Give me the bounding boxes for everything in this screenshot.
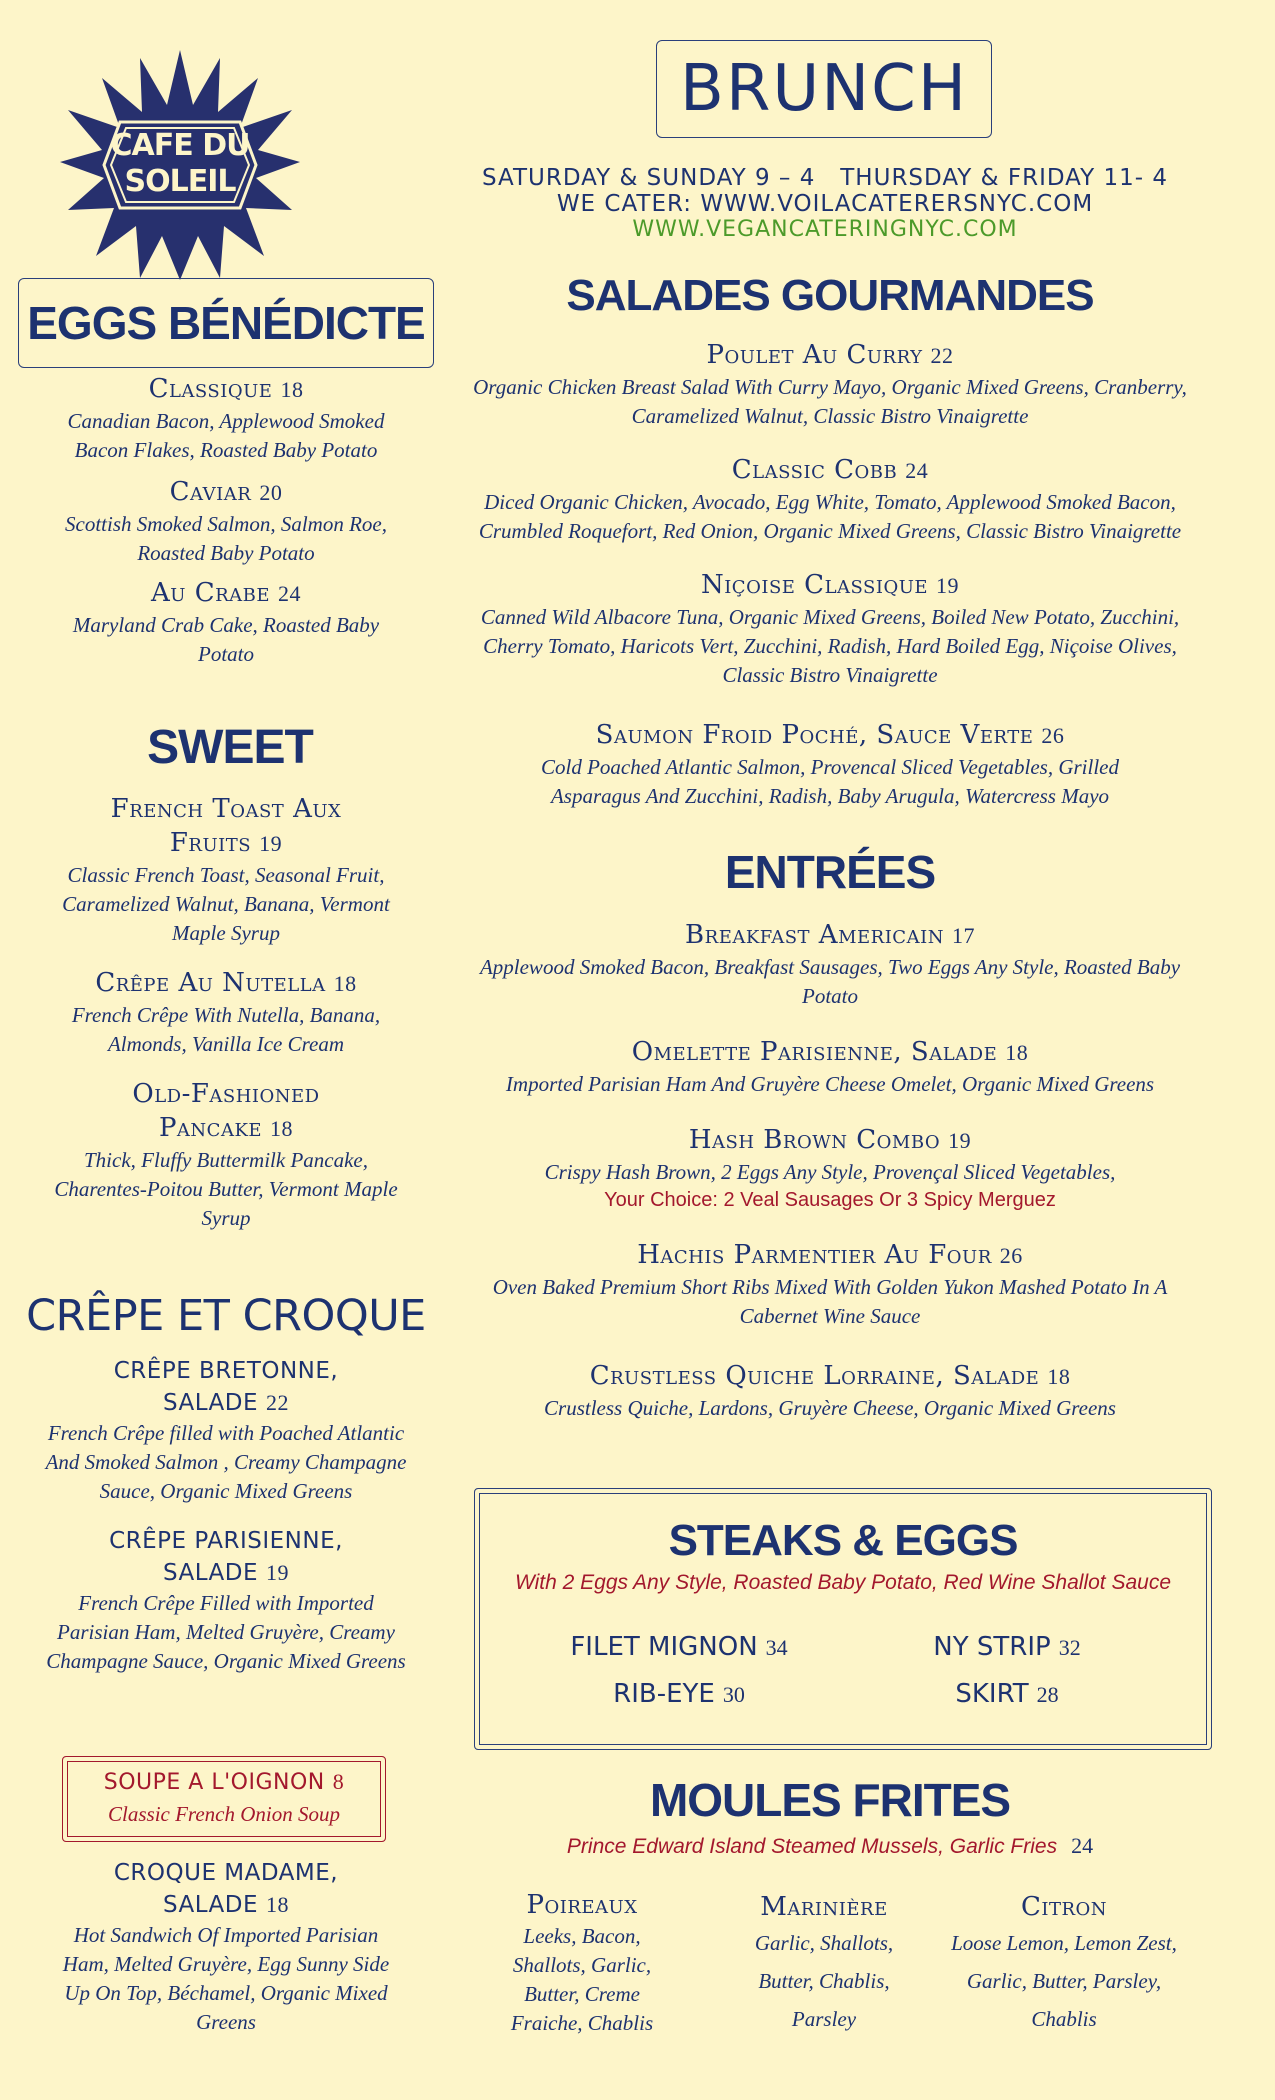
item-name: Marinière	[760, 1892, 888, 1922]
crepe-list	[30, 1356, 422, 1676]
steak-item	[515, 1678, 843, 1711]
item-desc: Scottish Smoked Salmon, Salmon Roe, Roasted Baby Potato	[65, 512, 387, 565]
item-price: 18	[280, 377, 304, 402]
item-name: CROQUE MADAME, SALADE	[113, 1860, 339, 1918]
steaks-title: STEAKS & EGGS	[668, 1516, 1018, 1565]
item-name: SKIRT	[955, 1679, 1029, 1709]
logo-line1: CAFE DU	[110, 128, 250, 163]
item-desc: Cold Poached Atlantic Salmon, Provencal Sliced Vegetables, Grilled Asparagus And Zucchini, Radish, Baby Arugula, Watercress Mayo	[541, 755, 1119, 808]
list-item	[440, 453, 1220, 546]
item-desc: Oven Baked Premium Short Ribs Mixed With Golden Yukon Mashed Potato In A Cabernet Wine Sauce	[492, 1275, 1168, 1328]
list-item	[30, 372, 422, 465]
item-desc: Canadian Bacon, Applewood Smoked Bacon Flakes, Roasted Baby Potato	[67, 409, 385, 462]
item-name: FILET MIGNON	[570, 1632, 758, 1662]
sweet-title: SWEET	[147, 721, 313, 774]
item-price: 19	[936, 573, 960, 598]
item-price: 19	[948, 1128, 972, 1153]
moules-option-poireaux	[492, 1888, 672, 2038]
item-price: 28	[1036, 1682, 1059, 1707]
item-name: Poulet Au Curry	[706, 340, 923, 370]
item-desc: Thick, Fluffy Buttermilk Pancake, Charentes-Poitou Butter, Vermont Maple Syrup	[54, 1148, 398, 1230]
item-price: 26	[1041, 723, 1065, 748]
item-name: CRÊPE PARISIENNE, SALADE	[109, 1528, 343, 1586]
item-name: Poireaux	[526, 1890, 638, 1920]
salades-list	[440, 338, 1220, 811]
item-price: 19	[259, 831, 283, 856]
item-name: Hash Brown Combo	[688, 1125, 941, 1155]
list-item	[30, 1526, 422, 1676]
item-price: 24	[905, 458, 929, 483]
item-desc: Diced Organic Chicken, Avocado, Egg White, Tomato, Applewood Smoked Bacon, Crumbled Roquefort, Red Onion, Organic Mixed Greens, Classic Bistro Vinaigrette	[478, 490, 1182, 543]
item-price: 18	[266, 1892, 290, 1917]
item-name: NY STRIP	[933, 1632, 1051, 1662]
moules-price: 24	[1071, 1833, 1094, 1858]
item-price: 26	[999, 1243, 1023, 1268]
steak-item	[843, 1631, 1171, 1664]
soupe-box	[62, 1756, 386, 1842]
item-name: Breakfast Americain	[685, 920, 944, 950]
item-desc: Organic Chicken Breast Salad With Curry Mayo, Organic Mixed Greens, Cranberry, Caramelized Walnut, Classic Bistro Vinaigrette	[473, 375, 1187, 428]
moules-subtitle-row	[440, 1832, 1220, 1862]
steak-item	[843, 1678, 1171, 1711]
page-title: BRUNCH	[680, 52, 968, 126]
item-price: 32	[1058, 1635, 1081, 1660]
sweet-list	[30, 792, 422, 1233]
item-name: Citron	[1020, 1892, 1108, 1922]
logo-line2: SOLEIL	[124, 164, 236, 199]
entrees-list	[440, 918, 1220, 1423]
item-price: 22	[930, 343, 954, 368]
item-name: Niçoise Classique	[700, 570, 929, 600]
entrees-title: ENTRÉES	[724, 846, 936, 898]
vegan-link[interactable]: WWW.VEGANCATERINGNYC.COM	[632, 217, 1018, 242]
item-desc: Classic French Toast, Seasonal Fruit, Caramelized Walnut, Banana, Vermont Maple Syrup	[62, 863, 390, 945]
item-desc: Maryland Crab Cake, Roasted Baby Potato	[72, 613, 380, 666]
item-name: Crustless Quiche Lorraine, Salade	[589, 1361, 1040, 1391]
moules-subtitle: Prince Edward Island Steamed Mussels, Garlic Fries	[566, 1835, 1058, 1858]
item-desc: Leeks, Bacon, Shallots, Garlic, Butter, Creme Fraiche, Chablis	[510, 1924, 654, 2035]
item-name: Classique	[148, 374, 273, 404]
list-item	[440, 918, 1220, 1011]
item-price: 24	[278, 581, 302, 606]
item-price: 34	[765, 1635, 788, 1660]
hours-text: SATURDAY & SUNDAY 9 – 4 THURSDAY & FRIDAY 11- 4	[481, 165, 1168, 191]
soupe-price: 8	[332, 1769, 345, 1794]
moules-title: MOULES FRITES	[649, 1774, 1011, 1826]
list-item	[30, 475, 422, 568]
item-price: 22	[266, 1390, 290, 1415]
list-item	[440, 718, 1220, 811]
item-desc: Garlic, Shallots, Butter, Chablis, Parsley	[754, 1931, 894, 2031]
item-price: 17	[951, 923, 975, 948]
croque-item	[30, 1858, 422, 2037]
eggs-benedicte-box	[18, 278, 434, 368]
item-name: Classic Cobb	[731, 455, 898, 485]
list-item	[30, 792, 422, 948]
item-name: Crêpe Au Nutella	[95, 968, 326, 998]
item-name: French Toast Aux Fruits	[110, 794, 342, 858]
list-item	[440, 1359, 1220, 1423]
item-price: 30	[722, 1682, 745, 1707]
list-item	[440, 1123, 1220, 1214]
item-name: RIB-EYE	[613, 1679, 715, 1709]
moules-option-citron	[946, 1890, 1182, 2038]
list-item	[30, 1077, 422, 1233]
benedicte-list	[30, 372, 422, 669]
list-item	[440, 1035, 1220, 1099]
item-note: Your Choice: 2 Veal Sausages Or 3 Spicy Merguez	[604, 1189, 1056, 1211]
list-item	[440, 568, 1220, 690]
item-desc: Crispy Hash Brown, 2 Eggs Any Style, Provençal Sliced Vegetables,	[544, 1160, 1116, 1184]
moules-option-mariniere	[724, 1890, 924, 2038]
item-desc: Hot Sandwich Of Imported Parisian Ham, Melted Gruyère, Egg Sunny Side Up On Top, Béchamel, Organic Mixed Greens	[62, 1923, 390, 2034]
catering-text: WE CATER: WWW.VOILACATERERSNYC.COM	[556, 191, 1094, 217]
item-price: 19	[266, 1560, 290, 1585]
item-desc: Canned Wild Albacore Tuna, Organic Mixed Greens, Boiled New Potato, Zucchini, Cherry Tomato, Haricots Vert, Zucchini, Radish, Hard Boiled Egg, Niçoise Olives, Classic Bistro Vinaigrette	[480, 605, 1180, 687]
item-desc: French Crêpe With Nutella, Banana, Almonds, Vanilla Ice Cream	[71, 1003, 381, 1056]
item-desc: French Crêpe Filled with Imported Parisian Ham, Melted Gruyère, Creamy Champagne Sauce, Organic Mixed Greens	[46, 1591, 406, 1673]
item-price: 18	[1005, 1040, 1029, 1065]
item-price: 18	[1047, 1364, 1071, 1389]
item-desc: Imported Parisian Ham And Gruyère Cheese Omelet, Organic Mixed Greens	[505, 1072, 1155, 1096]
item-name: Au Crabe	[150, 578, 271, 608]
list-item	[440, 338, 1220, 431]
list-item	[30, 576, 422, 669]
crepe-croque-title: CRÊPE ET CROQUE	[26, 1291, 426, 1341]
steak-item	[515, 1631, 843, 1664]
item-desc: Applewood Smoked Bacon, Breakfast Sausages, Two Eggs Any Style, Roasted Baby Potato	[479, 955, 1181, 1008]
list-item	[30, 1356, 422, 1506]
steaks-subtitle: With 2 Eggs Any Style, Roasted Baby Potato, Red Wine Shallot Sauce	[514, 1571, 1172, 1594]
item-desc: Loose Lemon, Lemon Zest, Garlic, Butter, Parsley, Chablis	[951, 1931, 1177, 2031]
cafe-logo	[60, 50, 300, 280]
steaks-box	[474, 1488, 1212, 1750]
item-price: 18	[333, 971, 357, 996]
soupe-name: SOUPE A L'OIGNON	[103, 1770, 325, 1795]
item-price: 18	[270, 1116, 294, 1141]
salades-title: SALADES GOURMANDES	[566, 271, 1094, 320]
list-item	[30, 966, 422, 1059]
soupe-desc: Classic French Onion Soup	[108, 1802, 340, 1826]
item-name: Old-Fashioned Pancake	[132, 1079, 320, 1143]
item-name: Caviar	[169, 477, 252, 507]
item-name: Hachis Parmentier Au Four	[637, 1240, 992, 1270]
eggs-benedicte-title: EGGS BÉNÉDICTE	[27, 297, 425, 349]
item-price: 20	[259, 480, 283, 505]
item-desc: French Crêpe filled with Poached Atlantic And Smoked Salmon , Creamy Champagne Sauce, Organic Mixed Greens	[45, 1421, 407, 1503]
brunch-title-box	[656, 40, 992, 138]
item-name: Omelette Parisienne, Salade	[631, 1037, 998, 1067]
item-desc: Crustless Quiche, Lardons, Gruyère Cheese, Organic Mixed Greens	[544, 1396, 1116, 1420]
item-name: Saumon Froid Poché, Sauce Verte	[595, 720, 1034, 750]
item-name: CRÊPE BRETONNE, SALADE	[113, 1358, 339, 1416]
list-item	[440, 1238, 1220, 1331]
